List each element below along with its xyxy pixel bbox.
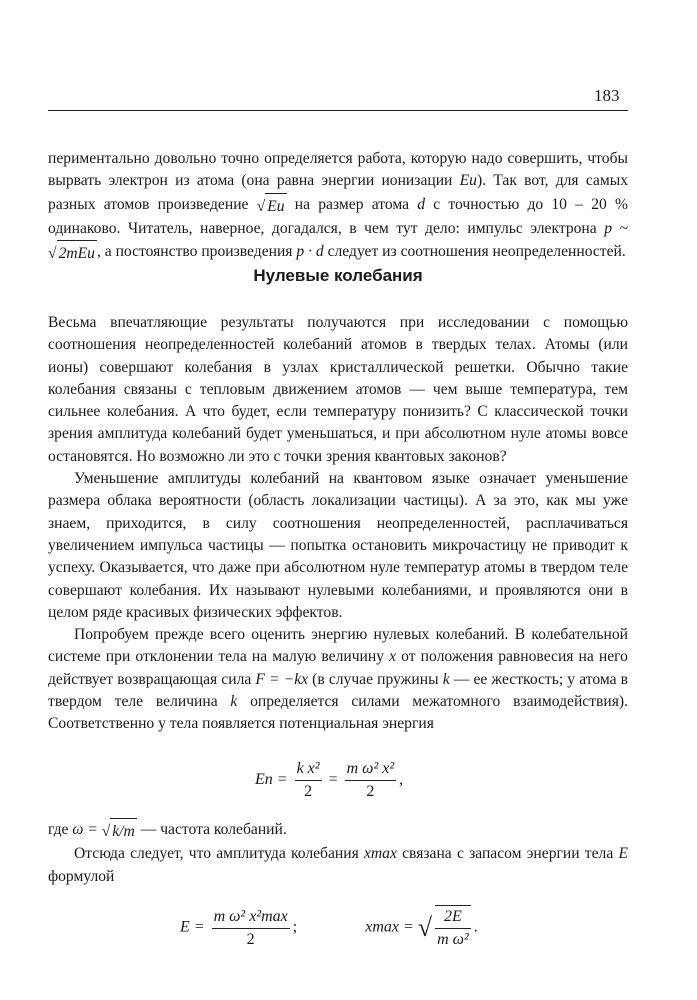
numerator: m ω² x² xyxy=(345,758,397,781)
header-rule xyxy=(48,110,628,111)
sqrt-symbol: √ Eи xyxy=(257,193,287,218)
text-run: ). Так вот, для самых разных атомов произведение xyxy=(48,172,628,213)
text-run: следует из соотношения неопределенностей. xyxy=(323,243,626,261)
force-formula: F = −kx xyxy=(255,670,309,688)
paragraph-4 xyxy=(48,843,628,888)
formula-lhs: Eп = xyxy=(255,771,288,789)
formula-lhs: E = xyxy=(180,918,205,936)
separator: ; xyxy=(292,918,298,936)
text-run: определяется силами межатомного взаимодействия). Соответственно у тела появляется потенциальная энергия xyxy=(48,693,628,733)
text-run: связана с запасом энергии тела xyxy=(396,845,619,863)
ionization-energy: Eи xyxy=(459,172,477,190)
momentum-approx: p ~ xyxy=(604,219,628,237)
sqrt-symbol: √ k/m xyxy=(102,818,137,843)
symbol-E: E xyxy=(618,845,628,863)
text-run: от положения равновесия на него действует возвращающая сила xyxy=(48,648,628,688)
symbol-k: k xyxy=(442,670,450,688)
text-run: — ее жесткость; у атома в твердом теле величина xyxy=(48,670,628,711)
fraction xyxy=(212,906,290,951)
sqrt-symbol: √ 2mEи xyxy=(48,240,97,265)
text-run: — частота колебаний. xyxy=(136,821,287,839)
formula-end: , xyxy=(399,771,404,789)
text-run: с точностью до 10 – 20 % одинаково. Читатель, наверное, догадался, в чем тут дело: импульс электрона xyxy=(48,195,628,237)
product-pd: p · d xyxy=(296,243,324,261)
text-run: , а постоянство произведения xyxy=(96,243,297,261)
sqrt-symbol: √ $\frac{2E}{\text{m ω²}}$ xyxy=(418,905,474,951)
fraction xyxy=(435,905,471,951)
denominator: m ω² xyxy=(437,931,469,948)
numerator: k x² xyxy=(295,758,322,781)
text-run: (в случае пружины xyxy=(308,670,443,688)
equals-sign: = xyxy=(328,771,338,789)
formula-energy-amplitude xyxy=(180,905,478,951)
symbol-xmax: xmax xyxy=(364,845,397,863)
formula-end: . xyxy=(473,918,478,936)
paragraph-1: Весьма впечатляющие результаты получаются при исследовании с помощью соотношения неопределенностей колебаний атомов в твердых телах. Атомы (или ионы) совершают колебания в узлах кристаллической решетки. Обычно такие колебания связаны с тепловым движением атомов — чем выше температура, тем сильнее колебания. А что будет, если температуру понизить? С классической точки зрения амплитуда колебаний будет уменьшаться, и при абсолютном нуле атомы вовсе остановятся. Но возможно ли это с точки зрения квантовых законов? xyxy=(48,314,628,465)
symbol-k: k xyxy=(230,693,238,711)
section-heading: Нулевые колебания xyxy=(253,266,423,285)
sqrt-radicand: 2mEи xyxy=(57,240,97,265)
symbol-x: x xyxy=(389,648,397,666)
omega-symbol: ω = xyxy=(72,821,102,839)
text-run: на размер атома xyxy=(286,195,418,213)
paragraph-2: Уменьшение амплитуды колебаний на квантовом языке означает уменьшение размера облака вероятности (область локализации частицы). А за это, как мы уже знаем, приходится, в силу соотношения неопределенностей, расплачиваться увеличением импульса частицы — попытка остановить микрочастицу не приводит к успеху. Оказывается, что даже при абсолютном нуле температур атомы в твердом теле совершают колебания. Их называют нулевыми колебаниями, и проявляются они в целом ряде красивых физических эффектов. xyxy=(48,470,628,621)
numerator: 2E xyxy=(435,906,471,929)
page-number: 183 xyxy=(594,86,620,105)
denominator: 2 xyxy=(304,783,313,800)
paragraph-3 xyxy=(48,624,628,735)
denominator: 2 xyxy=(366,783,375,800)
text-run: где xyxy=(48,821,73,839)
denominator: 2 xyxy=(246,930,255,948)
omega-definition xyxy=(48,818,628,843)
fraction xyxy=(295,758,322,803)
text-run: формулой xyxy=(48,867,115,885)
numerator: m ω² x²max xyxy=(212,906,290,929)
omega-line xyxy=(48,818,628,888)
sqrt-radicand: k/m xyxy=(110,818,137,843)
top-paragraph-text xyxy=(48,148,628,265)
text-run: Попробуем прежде всего оценить энергию нулевых колебаний. В колебательной системе при отклонении тела на малую величину xyxy=(48,626,628,666)
symbol-d: d xyxy=(417,195,426,213)
formula-lhs-2: xmax = xyxy=(365,918,414,936)
formula-potential-energy xyxy=(255,758,403,803)
body-text xyxy=(48,312,628,736)
text-run: периментально довольно точно определяется работа, которую надо совершить, чтобы вырвать электрон из атома (она равна энергии ионизации xyxy=(48,150,628,190)
sqrt-radicand: Eи xyxy=(265,193,286,218)
top-paragraph xyxy=(48,148,628,265)
fraction xyxy=(345,758,397,803)
text-run: Отсюда следует, что амплитуда колебания xyxy=(74,845,364,863)
